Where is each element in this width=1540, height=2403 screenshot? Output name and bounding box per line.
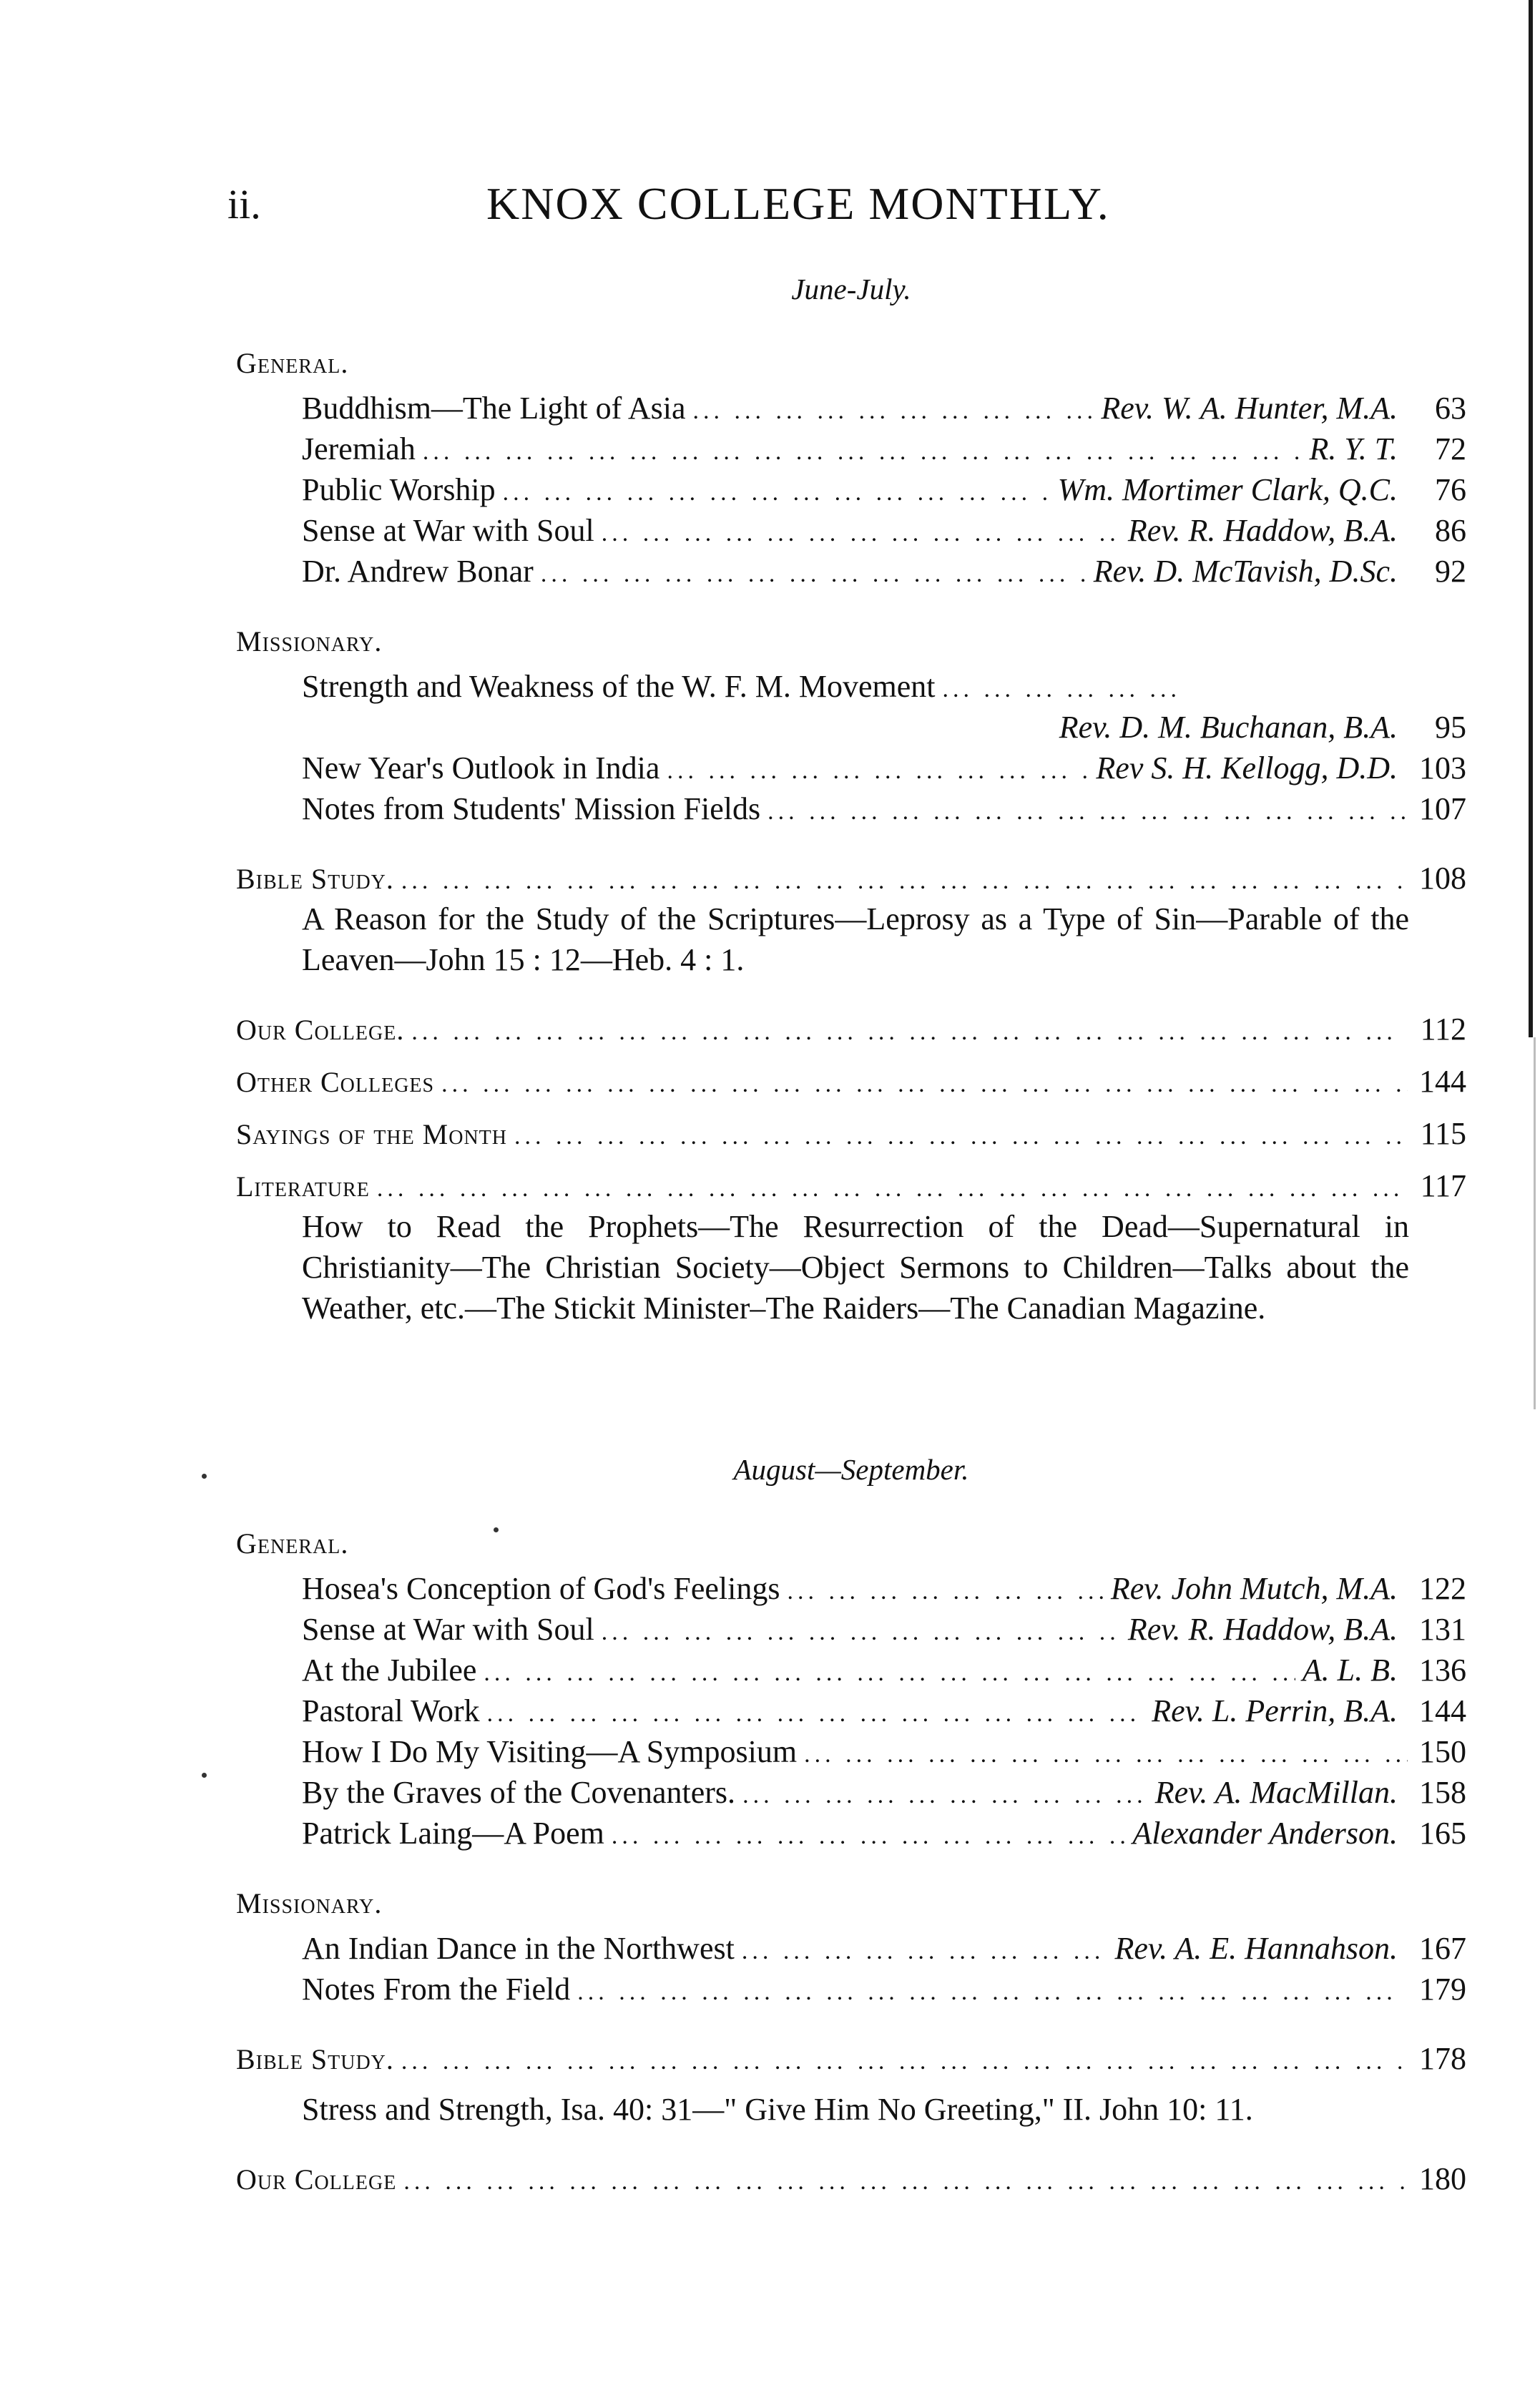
- leader-dots: [804, 1734, 1408, 1775]
- leader-dots: [441, 1064, 1408, 1105]
- entry-author: Rev. R. Haddow, B.A.: [1127, 1612, 1398, 1647]
- toc-entry[interactable]: [236, 2158, 1466, 2199]
- toc-entry[interactable]: [302, 1969, 1466, 2010]
- leader-dots: [602, 1612, 1121, 1653]
- entry-description: Stress and Strength, Isa. 40: 31—" Give Him No Greeting," II. John 10: 11.: [302, 2092, 1253, 2127]
- leader-dots: [484, 1653, 1295, 1693]
- entry-page: 144: [1419, 1064, 1466, 1099]
- entry-title: Sense at War with Soul: [302, 1612, 594, 1647]
- toc-entry[interactable]: [302, 388, 1466, 429]
- toc-entry[interactable]: [302, 1609, 1466, 1650]
- entry-page: 107: [1419, 791, 1466, 826]
- toc-entry[interactable]: [302, 1813, 1466, 1854]
- toc-entry[interactable]: [236, 1061, 1466, 1102]
- section-heading-other-colleges: Other Colleges: [236, 1066, 435, 1098]
- entry-author: Alexander Anderson.: [1132, 1816, 1398, 1851]
- entry-title: How I Do My Visiting—A Symposium: [302, 1734, 798, 1769]
- period-heading: June-July.: [791, 273, 911, 305]
- entry-page: 76: [1435, 472, 1466, 507]
- section-heading-general: General.: [236, 347, 349, 379]
- section-heading-our-college: Our College.: [236, 1014, 405, 1046]
- leader-dots: [411, 1012, 1408, 1052]
- entry-title: Patrick Laing—A Poem: [302, 1816, 604, 1851]
- entry-title: Sense at War with Soul: [302, 513, 594, 548]
- running-title: KNOX COLLEGE MONTHLY.: [486, 178, 1110, 229]
- entry-title: At the Jubilee: [302, 1653, 477, 1688]
- entry-author: Rev. L. Perrin, B.A.: [1152, 1693, 1398, 1728]
- binding-edge: [1529, 0, 1533, 1037]
- entry-page: 165: [1419, 1816, 1466, 1851]
- toc-entry[interactable]: [302, 1690, 1466, 1731]
- entry-page: 95: [1435, 710, 1466, 745]
- leader-dots: [602, 513, 1121, 554]
- leader-dots: [541, 554, 1087, 594]
- entry-page: 115: [1420, 1116, 1466, 1151]
- section-heading-our-college: Our College: [236, 2163, 397, 2196]
- ink-speck: [202, 1773, 207, 1778]
- toc-entry[interactable]: [302, 551, 1466, 592]
- entry-page: 144: [1419, 1693, 1466, 1728]
- entry-page: 122: [1419, 1571, 1466, 1606]
- section-heading-sayings: Sayings of the Month: [236, 1118, 508, 1150]
- entry-author: Rev. D. M. Buchanan, B.A.: [1059, 710, 1398, 745]
- entry-author: Rev. A. E. Hannahson.: [1114, 1931, 1398, 1966]
- entry-page: 180: [1419, 2161, 1466, 2196]
- entry-title: Strength and Weakness of the W. F. M. Movement: [302, 669, 936, 704]
- entry-author: Wm. Mortimer Clark, Q.C.: [1057, 472, 1398, 507]
- entry-author: Rev. W. A. Hunter, M.A.: [1101, 391, 1398, 426]
- entry-title: Hosea's Conception of God's Feelings: [302, 1571, 780, 1606]
- entry-author-line: [302, 707, 1466, 748]
- entry-page: 112: [1420, 1012, 1466, 1047]
- entry-title: Buddhism—The Light of Asia: [302, 391, 686, 426]
- toc-entry[interactable]: [236, 1113, 1466, 1154]
- toc-entry[interactable]: [302, 429, 1466, 469]
- june-july-contents: [236, 272, 1466, 1328]
- leader-dots: [577, 1972, 1408, 2012]
- aug-sept-contents: [236, 1452, 1466, 2199]
- leader-dots: [787, 1571, 1103, 1612]
- entry-title: Jeremiah: [302, 431, 416, 466]
- leader-dots: [401, 2041, 1408, 2082]
- section-heading-general: General.: [236, 1527, 349, 1560]
- entry-page: 63: [1435, 391, 1466, 426]
- entry-title: Public Worship: [302, 472, 496, 507]
- leader-dots: [767, 791, 1408, 832]
- entry-title: By the Graves of the Covenanters.: [302, 1775, 736, 1810]
- toc-entry[interactable]: [302, 469, 1466, 510]
- ink-speck: [202, 1474, 207, 1479]
- entry-title: An Indian Dance in the Northwest: [302, 1931, 735, 1966]
- leader-dots: [403, 2161, 1408, 2202]
- toc-entry[interactable]: [302, 1568, 1466, 1609]
- entry-title: Dr. Andrew Bonar: [302, 554, 534, 589]
- section-heading-bible-study: Bible Study.: [236, 2043, 394, 2075]
- toc-entry[interactable]: [236, 858, 1466, 899]
- section-heading-missionary: Missionary.: [236, 625, 383, 657]
- entry-title: New Year's Outlook in India: [302, 750, 660, 785]
- leader-dots: [742, 1775, 1148, 1816]
- entry-page: 92: [1435, 554, 1466, 589]
- entry-title: Notes from Students' Mission Fields: [302, 791, 761, 826]
- entry-page: 72: [1435, 431, 1466, 466]
- entry-page: 179: [1419, 1972, 1466, 2007]
- toc-entry[interactable]: [302, 666, 1466, 707]
- leader-dots: [742, 1931, 1108, 1972]
- leader-dots: [612, 1816, 1125, 1856]
- leader-dots: [401, 861, 1408, 901]
- leader-dots: [377, 1168, 1408, 1209]
- entry-author: Rev. R. Haddow, B.A.: [1127, 513, 1398, 548]
- binding-edge-shadow: [1534, 1037, 1536, 1409]
- entry-page: 167: [1419, 1931, 1466, 1966]
- toc-entry[interactable]: [236, 1009, 1466, 1049]
- entry-page: 150: [1419, 1734, 1466, 1769]
- entry-description: A Reason for the Study of the Scriptures—Leprosy as a Type of Sin—Parable of the Leaven—John 15 : 12—Heb. 4 : 1.: [302, 901, 1409, 977]
- page-number: ii.: [227, 181, 261, 227]
- section-heading-missionary: Missionary.: [236, 1887, 383, 1919]
- leader-dots: [423, 431, 1303, 472]
- leader-dots: [667, 750, 1089, 791]
- leader-dots: [487, 1693, 1145, 1734]
- entry-author: R. Y. T.: [1309, 431, 1398, 466]
- entry-author: Rev. John Mutch, M.A.: [1110, 1571, 1398, 1606]
- toc-entry[interactable]: [236, 2038, 1466, 2079]
- entry-page: 131: [1419, 1612, 1466, 1647]
- entry-author: Rev. D. McTavish, D.Sc.: [1093, 554, 1398, 589]
- entry-page: 117: [1420, 1168, 1466, 1203]
- leader-dots: [693, 391, 1094, 431]
- toc-entry[interactable]: [302, 510, 1466, 551]
- toc-entry[interactable]: [302, 1772, 1466, 1813]
- entry-description: How to Read the Prophets—The Resurrection of the Dead—Supernatural in Christianity—The Christian Society—Object Sermons to Children—Talks about the Weather, etc.—The Stickit Minister–The Raiders—The Canadian Magazine.: [302, 1209, 1409, 1326]
- entry-page: 108: [1419, 861, 1466, 896]
- leader-dots: [514, 1116, 1408, 1157]
- entry-page: 86: [1435, 513, 1466, 548]
- toc-entry[interactable]: [302, 748, 1466, 788]
- entry-author: Rev. A. MacMillan.: [1154, 1775, 1398, 1810]
- entry-page: 178: [1419, 2041, 1466, 2076]
- section-heading-literature: Literature: [236, 1170, 370, 1203]
- entry-title: Pastoral Work: [302, 1693, 480, 1728]
- entry-author: A. L. B.: [1302, 1653, 1398, 1688]
- toc-entry[interactable]: [236, 1165, 1466, 1206]
- toc-entry[interactable]: [302, 1928, 1466, 1969]
- toc-entry[interactable]: [302, 1731, 1466, 1772]
- entry-page: 158: [1419, 1775, 1466, 1810]
- entry-page: 103: [1419, 750, 1466, 785]
- period-heading: August—September.: [733, 1453, 969, 1486]
- entry-page: 136: [1419, 1653, 1466, 1688]
- section-heading-bible-study: Bible Study.: [236, 863, 394, 895]
- entry-author: Rev S. H. Kellogg, D.D.: [1096, 750, 1398, 785]
- toc-entry[interactable]: [302, 788, 1466, 829]
- entry-title: Notes From the Field: [302, 1972, 571, 2007]
- leader-dots: [503, 472, 1051, 513]
- toc-entry[interactable]: [302, 1650, 1466, 1690]
- leader-dots: [942, 669, 1178, 710]
